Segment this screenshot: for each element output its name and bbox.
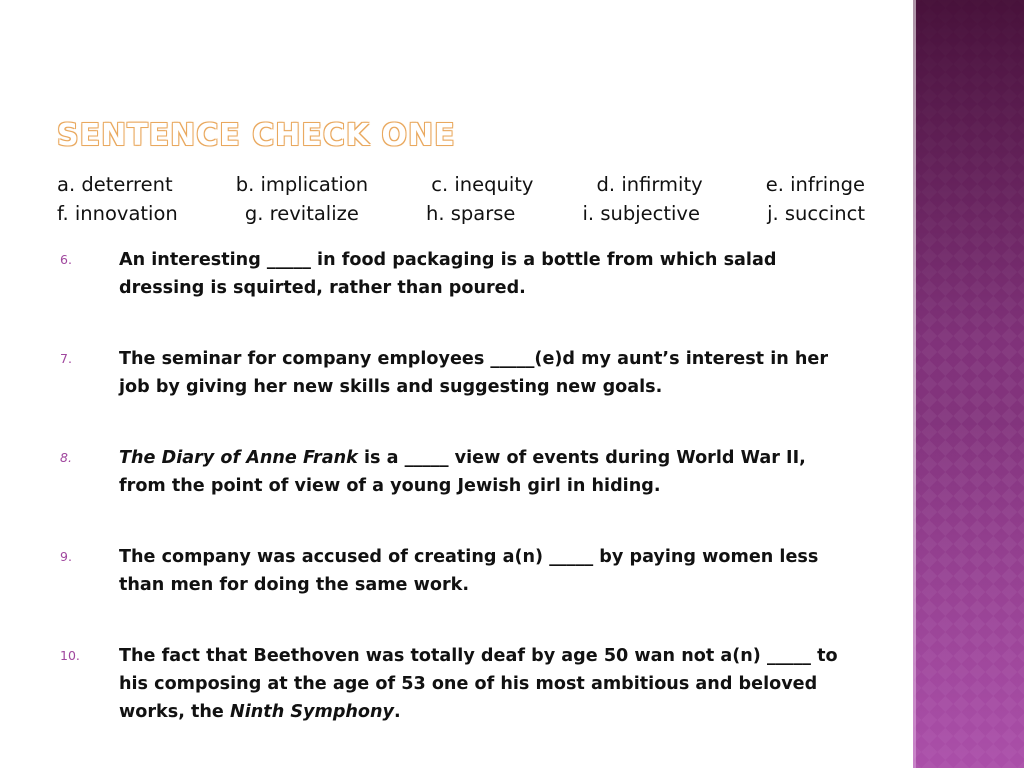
word-bank-item: b. implication <box>235 173 369 196</box>
word-bank-row-2 <box>57 199 865 228</box>
question-text <box>119 246 857 302</box>
question-text-body: An interesting _____ in food packaging is a bottle from which salad dressing is squirted, rather than poured. <box>119 250 777 298</box>
word-bank-item: j. succinct <box>767 202 865 225</box>
question-text <box>119 345 857 401</box>
question-number: 8. <box>60 450 72 465</box>
slide-title: SENTENCE CHECK ONE <box>57 118 456 153</box>
question-number: 7. <box>60 351 72 366</box>
question-number: 10. <box>60 648 80 663</box>
question-text <box>119 543 857 599</box>
word-bank-row-1 <box>57 170 865 199</box>
question-text <box>119 444 857 500</box>
question-item <box>57 642 857 726</box>
question-text-body: is a _____ view of events during World War II, from the point of view of a young Jewish girl in hiding. <box>119 448 806 496</box>
question-item <box>57 345 857 401</box>
question-number: 9. <box>60 549 72 564</box>
word-bank-item: g. revitalize <box>244 202 359 225</box>
book-title: The Diary of Anne Frank <box>119 448 358 468</box>
question-item <box>57 444 857 500</box>
word-bank-item: f. innovation <box>57 202 178 225</box>
work-title: Ninth Symphony <box>230 702 395 722</box>
question-item <box>57 543 857 599</box>
word-bank <box>57 170 865 228</box>
word-bank-item: i. subjective <box>582 202 700 225</box>
word-bank-item: c. inequity <box>431 173 534 196</box>
question-number: 6. <box>60 252 72 267</box>
question-text <box>119 642 857 726</box>
word-bank-item: e. infringe <box>765 173 865 196</box>
question-text-body: The fact that Beethoven was totally deaf by age 50 wan not a(n) _____ to his composing at the age of 53 one of his most ambitious and beloved works, the <box>119 646 838 722</box>
question-item <box>57 246 857 302</box>
word-bank-item: h. sparse <box>425 202 516 225</box>
question-text-end: . <box>394 702 401 722</box>
side-band-gradient <box>913 422 1024 768</box>
word-bank-item: a. deterrent <box>57 173 173 196</box>
word-bank-item: d. infirmity <box>596 173 703 196</box>
question-text-body: The seminar for company employees _____(e)d my aunt’s interest in her job by giving her new skills and suggesting new goals. <box>119 349 829 397</box>
decorative-side-band <box>913 0 1024 768</box>
question-text-body: The company was accused of creating a(n) _____ by paying women less than men for doing the same work. <box>119 547 819 595</box>
question-list <box>57 246 857 768</box>
